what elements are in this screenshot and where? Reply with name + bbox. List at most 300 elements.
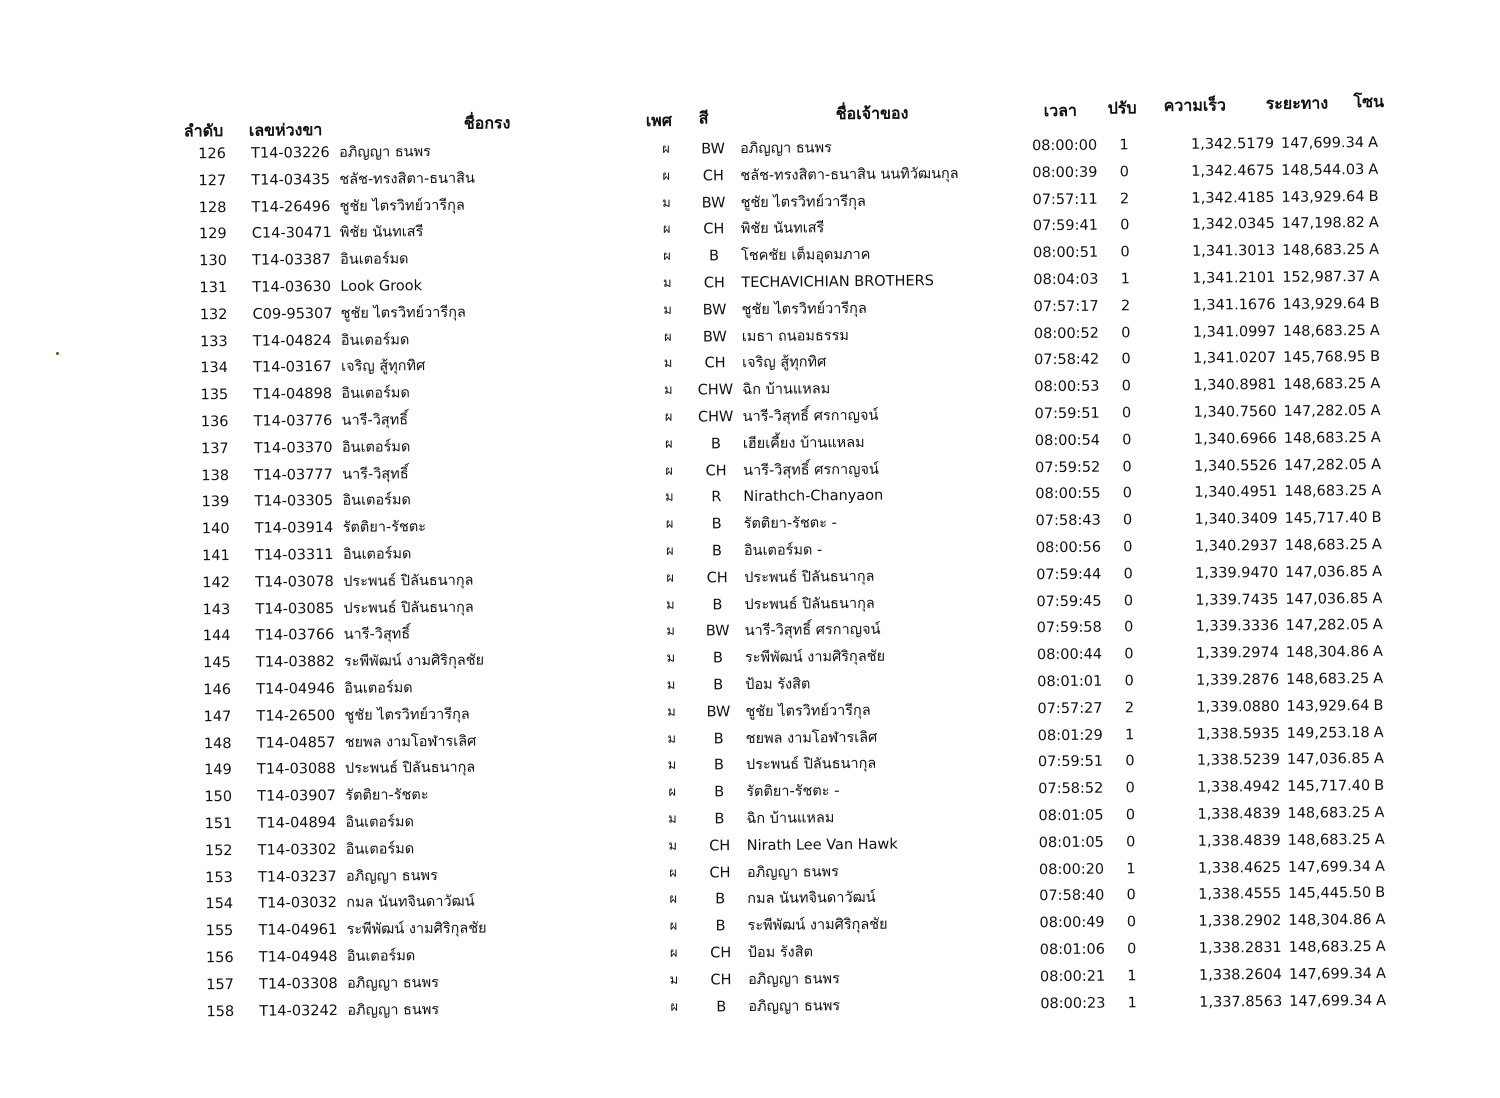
color-cell: BW [705,623,730,640]
adjust-cell: 0 [1125,780,1135,797]
adjust-cell: 0 [1123,566,1133,583]
speed-cell: 1,339.2876 [1196,671,1280,689]
arrival-time-cell: 07:58:52 [1038,780,1104,798]
zone-cell: A [1371,483,1382,500]
arrival-time-cell: 07:59:44 [1036,566,1102,584]
ring-number-cell: T14-26496 [251,198,331,216]
distance-cell: 145,717.40 [1284,510,1368,528]
distance-cell: 147,282.05 [1284,456,1368,474]
adjust-cell: 1 [1126,860,1136,877]
loft-name-cell: อินเตอร์มด [340,331,410,349]
loft-name-cell: รัตติยา-รัชตะ [345,787,429,805]
arrival-time-cell: 07:59:58 [1036,620,1102,637]
arrival-time-cell: 08:00:20 [1038,861,1105,878]
color-cell: CH [704,355,726,372]
header-time: เวลา [1043,100,1078,121]
sex-cell: ม [664,382,673,399]
ring-number-cell: T14-04898 [253,386,333,403]
speed-cell: 1,338.5935 [1196,725,1280,743]
rank-cell: 158 [206,1003,235,1020]
owner-name-cell: อภิญญา ธนพร [746,863,839,881]
arrival-time-cell: 08:01:01 [1037,673,1103,691]
arrival-time-cell: 07:58:42 [1034,352,1100,369]
zone-cell: B [1374,778,1385,795]
loft-name-cell: อินเตอร์มด [341,439,411,456]
arrival-time-cell: 08:00:39 [1032,164,1098,182]
loft-name-cell: อินเตอร์มด [344,680,413,697]
ring-number-cell: T14-03387 [252,252,331,269]
header-name: ชื่อกรง [463,113,511,133]
ring-number-cell: T14-03914 [254,520,334,537]
sex-cell: ผ [662,141,670,157]
zone-cell: A [1375,965,1386,982]
rank-cell: 127 [198,172,227,190]
sex-cell: ม [666,597,675,613]
loft-name-cell: ชูชัย ไตรวิทย์วารีกุล [340,304,466,322]
distance-cell: 148,683.25 [1287,831,1371,849]
color-cell: CH [703,275,725,292]
header-distance: ระยะทาง [1265,93,1329,114]
adjust-cell: 0 [1124,646,1134,663]
arrival-time-cell: 08:01:05 [1038,807,1104,825]
color-cell: B [714,811,725,828]
loft-name-cell: รัตติยา-รัชตะ [342,519,427,537]
sex-cell: ผ [669,945,678,961]
rank-cell: 129 [198,226,227,243]
zone-cell: A [1370,429,1381,446]
adjust-cell: 0 [1119,164,1129,181]
zone-cell: B [1368,188,1379,205]
speed-cell: 1,339.3336 [1195,618,1279,636]
color-cell: B [711,543,722,560]
header-zone: โซน [1353,91,1385,112]
speed-cell: 1,339.0880 [1196,698,1280,716]
distance-cell: 148,683.25 [1284,537,1368,554]
zone-cell: A [1372,563,1383,580]
rank-cell: 153 [205,869,233,886]
speed-cell: 1,338.4625 [1197,859,1282,877]
color-cell: BW [702,328,727,346]
ring-number-cell: T14-26500 [256,707,336,725]
scan-speck [56,352,59,355]
color-cell: B [715,918,726,935]
color-cell: BW [701,194,726,212]
sex-cell: ม [663,356,673,372]
sex-cell: ผ [665,516,674,532]
rank-cell: 157 [206,976,234,994]
adjust-cell: 0 [1126,887,1136,904]
loft-name-cell: ประพนธ์ ปิลันธนากุล [343,572,474,590]
sex-cell: ผ [670,999,679,1015]
owner-name-cell: นารี-วิสุทธิ์ ศรกาญจน์ [744,622,881,640]
arrival-time-cell: 07:59:45 [1036,593,1102,610]
loft-name-cell: อินเตอร์มด [345,814,415,831]
arrival-time-cell: 07:59:52 [1035,459,1101,476]
ring-number-cell: T14-04894 [257,814,337,832]
speed-cell: 1,342.0345 [1191,216,1275,234]
loft-name-cell: นารี-วิสุทธิ์ [342,465,409,483]
distance-cell: 145,717.40 [1287,778,1371,796]
adjust-cell: 0 [1120,244,1130,261]
loft-name-cell: อินเตอร์มด [342,492,411,510]
rank-cell: 136 [200,414,229,431]
zone-cell: A [1375,938,1386,956]
header-owner: ชื่อเจ้าของ [835,103,909,124]
adjust-cell: 2 [1119,190,1130,208]
arrival-time-cell: 08:01:06 [1039,941,1105,959]
ring-number-cell: T14-03370 [253,439,333,457]
sex-cell: ผ [664,436,673,452]
owner-name-cell: เมธา ถนอมธรรม [741,327,849,345]
arrival-time-cell: 08:00:55 [1035,486,1101,503]
owner-name-cell: ประพนธ์ ปิลันธนากุล [744,568,875,586]
color-cell: B [712,650,723,667]
speed-cell: 1,342.4675 [1191,162,1275,180]
speed-cell: 1,339.2974 [1195,645,1279,662]
loft-name-cell: เจริญ สู้ทุกทิศ [341,358,426,376]
loft-name-cell: นารี-วิสุทธิ์ [341,412,409,429]
owner-name-cell: ประพนธ์ ปิลันธนากุล [744,595,875,613]
arrival-time-cell: 08:00:52 [1033,325,1100,342]
owner-name-cell: Nirath Lee Van Hawk [746,836,898,854]
ring-number-cell: T14-03305 [254,493,334,511]
loft-name-cell: ประพนธ์ ปิลันธนากุล [344,760,476,778]
owner-name-cell: TECHAVICHIAN BROTHERS [741,273,934,292]
ring-number-cell: T14-03237 [257,868,337,886]
zone-cell: A [1373,670,1384,688]
speed-cell: 1,338.2831 [1198,939,1282,957]
speed-cell: 1,340.8981 [1193,377,1277,394]
owner-name-cell: ชยพล งามโอฬารเลิศ [745,729,878,747]
zone-cell: A [1372,617,1383,634]
distance-cell: 148,683.25 [1287,805,1371,822]
ring-number-cell: T14-03907 [257,788,336,805]
arrival-time-cell: 08:00:56 [1035,539,1102,557]
rank-cell: 139 [201,494,230,511]
arrival-time-cell: 07:58:40 [1039,888,1105,905]
sex-cell: ผ [669,918,678,934]
ring-number-cell: T14-03435 [251,171,331,189]
owner-name-cell: พิชัย นันทเสรี [740,220,825,238]
ring-number-cell: T14-04946 [256,680,335,698]
sex-cell: ผ [662,168,671,184]
owner-name-cell: อภิญญา ธนพร [739,140,832,158]
zone-cell: B [1370,349,1381,366]
arrival-time-cell: 08:00:21 [1039,968,1106,986]
zone-cell: A [1369,322,1380,339]
rank-cell: 147 [203,708,232,726]
zone-cell: A [1369,268,1380,286]
ring-number-cell: T14-03776 [253,413,333,430]
loft-name-cell: อภิญญา ธนพร [347,1001,440,1019]
arrival-time-cell: 07:58:43 [1035,512,1101,530]
zone-cell: A [1374,858,1385,875]
owner-name-cell: นารี-วิสุทธิ์ ศรกาญจน์ [743,461,879,479]
owner-name-cell: อภิญญา ธนพร [747,970,840,988]
sex-cell: ม [666,624,676,640]
sex-cell: ม [667,704,676,720]
zone-cell: B [1369,295,1380,312]
rank-cell: 143 [202,601,231,618]
header-speed: ความเร็ว [1163,95,1227,116]
distance-cell: 147,282.05 [1283,403,1367,420]
owner-name-cell: ฉิก บ้านแหลม [742,381,831,399]
zone-cell: A [1370,402,1381,420]
distance-cell: 149,253.18 [1286,724,1370,742]
arrival-time-cell: 08:00:00 [1031,137,1098,155]
zone-cell: B [1375,885,1386,902]
rank-cell: 126 [198,146,226,163]
speed-cell: 1,339.7435 [1195,591,1279,609]
loft-name-cell: ชูชัย ไตรวิทย์วารีกุล [344,706,470,724]
zone-cell: A [1374,831,1385,848]
rank-cell: 137 [200,440,229,458]
color-cell: B [712,596,723,613]
speed-cell: 1,340.4951 [1194,484,1278,502]
adjust-cell: 0 [1121,378,1132,395]
rank-cell: 140 [201,521,230,538]
speed-cell: 1,338.2604 [1198,966,1283,984]
header-rank: ลำดับ [183,121,224,141]
distance-cell: 148,683.25 [1283,376,1367,394]
rank-cell: 135 [200,387,229,404]
sex-cell: ม [669,972,679,988]
rank-cell: 130 [199,253,228,270]
owner-name-cell: โชคชัย เต็มอุดมภาค [741,247,871,265]
zone-cell: A [1373,724,1384,741]
zone-cell: A [1370,376,1381,393]
color-cell: CH [702,168,724,185]
adjust-cell: 1 [1127,994,1137,1011]
ring-number-cell: T14-03308 [258,975,338,993]
speed-cell: 1,342.4185 [1191,189,1275,207]
adjust-cell: 2 [1120,298,1131,315]
adjust-cell: 0 [1126,914,1137,931]
rank-cell: 154 [205,896,234,913]
ring-number-cell: C14-30471 [251,225,332,243]
ring-number-cell: T14-03226 [251,145,330,162]
adjust-cell: 0 [1121,324,1131,342]
rank-cell: 134 [200,360,229,377]
arrival-time-cell: 07:59:41 [1032,218,1099,235]
owner-name-cell: อภิญญา ธนพร [748,997,841,1015]
rank-cell: 150 [204,789,233,806]
adjust-cell: 0 [1121,405,1132,422]
zone-cell: A [1372,644,1383,661]
zone-cell: B [1373,697,1384,714]
distance-cell: 145,768.95 [1282,349,1367,367]
speed-cell: 1,340.2937 [1194,537,1278,555]
arrival-time-cell: 07:57:27 [1037,700,1103,718]
loft-name-cell: กมล นันทจินดาวัฒน์ [346,894,475,912]
rank-cell: 146 [203,681,232,699]
ring-number-cell: T14-03311 [254,546,334,564]
adjust-cell: 0 [1122,485,1133,502]
speed-cell: 1,341.0207 [1192,350,1277,368]
loft-name-cell: อินเตอร์มด [340,251,409,269]
loft-name-cell: นารี-วิสุทธิ์ [343,626,411,644]
loft-name-cell: ชยพล งามโอฬารเลิศ [344,733,477,751]
loft-name-cell: อินเตอร์มด [345,841,415,858]
loft-name-cell: Look Grook [340,278,423,295]
owner-name-cell: ฉิก บ้านแหลม [746,810,835,828]
zone-cell: A [1376,992,1387,1009]
color-cell: CH [710,945,732,962]
adjust-cell: 0 [1121,351,1131,368]
rank-cell: 132 [199,306,228,324]
loft-name-cell: ระพีพัฒน์ งามศิริกุลชัย [346,920,487,939]
adjust-cell: 0 [1123,539,1133,556]
speed-cell: 1,338.4555 [1198,886,1282,904]
ring-number-cell: T14-03088 [256,761,336,779]
ring-number-cell: T14-03302 [257,841,337,859]
color-cell: CH [705,462,727,480]
owner-name-cell: รัตติยา-รัชตะ - [743,515,837,533]
distance-cell: 148,683.25 [1286,671,1370,688]
speed-cell: 1,341.1676 [1192,296,1276,314]
sex-cell: ม [668,811,677,827]
rank-cell: 151 [204,815,233,833]
distance-cell: 148,544.03 [1281,161,1365,179]
adjust-cell: 1 [1119,137,1129,154]
color-cell: B [713,730,724,747]
speed-cell: 1,338.4839 [1197,832,1281,850]
speed-cell: 1,341.0997 [1192,323,1276,341]
ring-number-cell: T14-04824 [252,332,332,350]
rank-cell: 131 [199,280,228,297]
owner-name-cell: รัตติยา-รัชตะ - [746,783,840,801]
owner-name-cell: ชลัช-ทรงสิตา-ธนาสิน นนทิวัฒนกุล [740,165,959,184]
zone-cell: A [1372,590,1383,607]
zone-cell: A [1371,456,1382,473]
distance-cell: 148,683.25 [1288,939,1372,956]
owner-name-cell: กมล นันทจินดาวัฒน์ [747,890,876,908]
distance-cell: 148,304.86 [1285,644,1369,662]
adjust-cell: 0 [1120,217,1130,234]
sex-cell: ม [662,195,671,211]
zone-cell: A [1367,134,1379,152]
loft-name-cell: อินเตอร์มด [342,546,412,563]
arrival-time-cell: 08:00:51 [1032,244,1099,262]
owner-name-cell: ป้อม รังสิต [745,676,811,694]
adjust-cell: 0 [1123,592,1134,610]
sex-cell: ม [665,490,674,506]
adjust-cell: 0 [1122,458,1132,476]
arrival-time-cell: 07:57:11 [1032,191,1098,208]
speed-cell: 1,340.3409 [1194,511,1278,528]
loft-name-cell: พิชัย นันทเสรี [339,224,424,242]
sex-cell: ผ [663,248,671,265]
ring-number-cell: T14-04857 [256,734,336,752]
distance-cell: 148,683.25 [1284,483,1368,501]
adjust-cell: 0 [1124,673,1134,690]
rank-cell: 133 [199,333,228,350]
adjust-cell: 0 [1125,807,1136,824]
adjust-cell: 0 [1122,512,1133,529]
color-cell: BW [702,302,727,319]
color-cell: B [716,998,727,1015]
ring-number-cell: T14-03167 [253,359,332,377]
distance-cell: 147,036.85 [1286,751,1371,769]
adjust-cell: 1 [1120,271,1131,288]
speed-cell: 1,340.5526 [1194,457,1278,475]
color-cell: BW [701,141,726,158]
distance-cell: 147,699.34 [1288,965,1373,983]
sex-cell: ผ [666,570,675,586]
color-cell: B [714,784,725,801]
distance-cell: 147,699.34 [1280,135,1365,152]
ring-number-cell: C09-95307 [252,305,333,323]
owner-name-cell: Nirathch-Chanyaon [743,488,884,506]
color-cell: B [711,516,722,533]
ring-number-cell: T14-04961 [258,922,338,939]
zone-cell: A [1374,804,1385,822]
ring-number-cell: T14-03630 [252,279,332,296]
header-sex: เพศ [645,110,673,130]
ring-number-cell: T14-03078 [255,573,334,591]
distance-cell: 147,036.85 [1285,590,1369,608]
arrival-time-cell: 07:59:51 [1034,405,1100,423]
arrival-time-cell: 08:00:49 [1039,914,1105,932]
rank-cell: 128 [198,199,227,216]
distance-cell: 143,929.64 [1286,697,1370,715]
distance-cell: 147,198.82 [1281,215,1365,233]
zone-cell: A [1373,751,1384,768]
ring-number-cell: T14-03882 [255,654,335,671]
zone-cell: A [1371,536,1382,554]
color-cell: R [711,489,722,506]
sex-cell: ผ [662,222,671,238]
zone-cell: B [1371,510,1382,527]
zone-cell: A [1368,215,1379,232]
distance-cell: 147,282.05 [1285,617,1369,635]
sex-cell: ผ [669,892,678,908]
sex-cell: ผ [664,409,673,425]
loft-name-cell: ชลัช-ทรงสิตา-ธนาสิน [339,170,475,188]
sex-cell: ผ [666,543,674,559]
speed-cell: 1,338.5239 [1196,752,1281,770]
adjust-cell: 1 [1124,726,1135,744]
distance-cell: 143,929.64 [1281,188,1365,206]
ring-number-cell: T14-03777 [254,466,333,484]
sex-cell: ม [662,275,672,291]
ring-number-cell: T14-03766 [255,627,335,645]
distance-cell: 147,699.34 [1287,858,1372,876]
sex-cell: ม [663,302,672,318]
color-cell: B [710,436,721,453]
distance-cell: 143,929.64 [1282,295,1366,313]
distance-cell: 148,683.25 [1281,242,1366,260]
distance-cell: 148,304.86 [1288,912,1372,930]
loft-name-cell: อินเตอร์มด [341,385,410,403]
arrival-time-cell: 08:00:23 [1040,995,1106,1012]
loft-name-cell: ชูชัย ไตรวิทย์วารีกุล [339,197,465,215]
speed-cell: 1,341.3013 [1191,243,1276,260]
ring-number-cell: T14-03085 [255,600,335,618]
loft-name-cell: อินเตอร์มด [346,948,416,965]
sex-cell: ผ [665,463,674,479]
header-ring: เลขห่วงขา [248,120,323,140]
arrival-time-cell: 08:01:05 [1038,834,1104,852]
sex-cell: ม [666,650,676,666]
loft-name-cell: อภิญญา ธนพร [338,144,431,161]
rank-cell: 138 [201,467,230,484]
distance-cell: 147,699.34 [1289,992,1373,1010]
sex-cell: ผ [663,329,672,345]
arrival-time-cell: 08:00:44 [1036,646,1103,664]
rank-cell: 145 [203,655,231,672]
color-cell: BW [706,703,731,721]
